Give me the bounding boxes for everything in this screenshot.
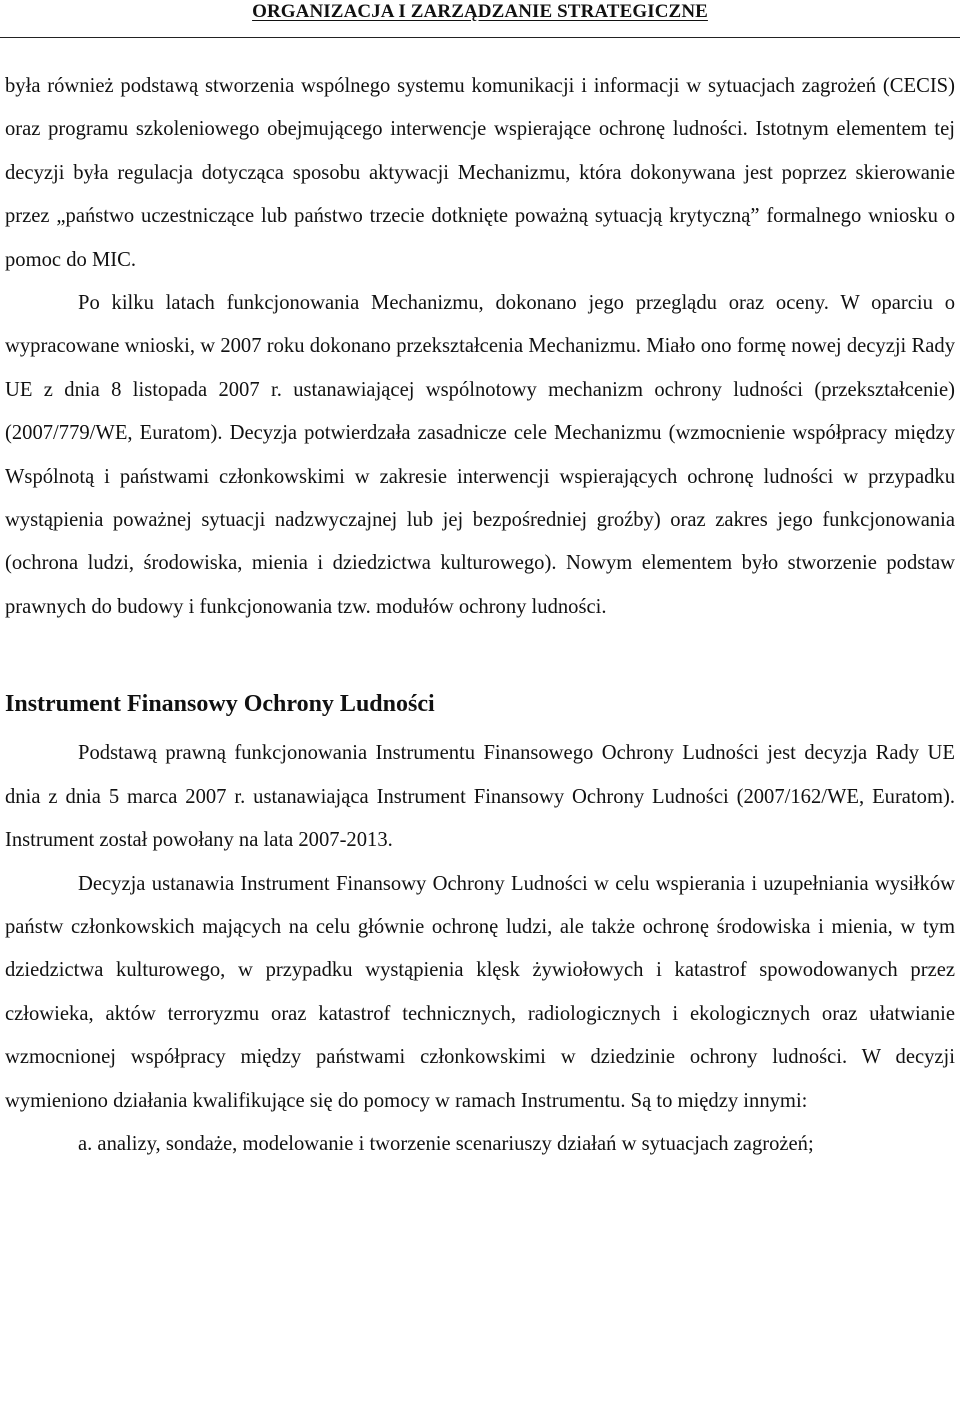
paragraph-instrument-purpose: Decyzja ustanawia Instrument Finansowy Ochrony Ludności w celu wspierania i uzupełniania wysiłków państw członkowskich mających na celu głównie ochronę ludzi, ale także ochronę środowiska i mienia, w tym dziedzictwa kulturowego, w przypadku wystąpienia klęsk żywiołowych i katastrof spowodowanych przez człowieka, aktów terroryzmu oraz katastrof technicznych, radiologicznych i ekologicznych oraz ułatwianie wzmocnionej współpracy między państwami członkowskimi w dziedzinie ochrony ludności. W decyzji wymieniono działania kwalifikujące się do pomocy w ramach Instrumentu. Są to między innymi:	[5, 872, 955, 1112]
list-item: a. analizy, sondaże, modelowanie i tworzenie scenariuszy działań w sytuacjach zagrożeń;	[78, 1132, 814, 1155]
document-body	[5, 65, 955, 1166]
section-heading: Instrument Finansowy Ochrony Ludności	[5, 691, 435, 718]
running-header-title: ORGANIZACJA I ZARZĄDZANIE STRATEGICZNE	[252, 1, 708, 22]
paragraph-mechanism-review: Po kilku latach funkcjonowania Mechanizmu, dokonano jego przeglądu oraz oceny. W oparciu o wypracowane wnioski, w 2007 roku dokonano przekształcenia Mechanizmu. Miało ono formę nowej decyzji Rady UE z dnia 8 listopada 2007 r. ustanawiającej wspólnotowy mechanizm ochrony ludności (przekształcenie) (2007/779/WE, Euratom). Decyzja potwierdzała zasadnicze cele Mechanizmu (wzmocnienie współpracy między Wspólnotą i państwami członkowskimi w zakresie interwencji wspierających ochronę ludności w przypadku wystąpienia poważnej sytuacji nadzwyczajnej lub jej bezpośredniej groźby) oraz zakres jego funkcjonowania (ochrona ludzi, środowiska, mienia i dziedzictwa kulturowego). Nowym elementem było stworzenie podstaw prawnych do budowy i funkcjonowania tzw. modułów ochrony ludności.	[5, 292, 955, 618]
running-header	[0, 0, 960, 30]
paragraph-continuation: była również podstawą stworzenia wspólnego systemu komunikacji i informacji w sytuacjach zagrożeń (CECIS) oraz programu szkoleniowego obejmującego interwencje wspierające ochronę ludności. Istotnym elementem tej decyzji była regulacja dotycząca sposobu aktywacji Mechanizmu, która dokonywana jest poprzez skierowanie przez „państwo uczestniczące lub państwo trzecie dotknięte poważną sytuacją krytyczną” formalnego wniosku o pomoc do MIC.	[5, 75, 955, 271]
header-rule	[0, 37, 960, 38]
paragraph-legal-basis: Podstawą prawną funkcjonowania Instrumentu Finansowego Ochrony Ludności jest decyzja Rady UE dnia z dnia 5 marca 2007 r. ustanawiająca Instrument Finansowy Ochrony Ludności (2007/162/WE, Euratom). Instrument został powołany na lata 2007-2013.	[5, 742, 955, 852]
